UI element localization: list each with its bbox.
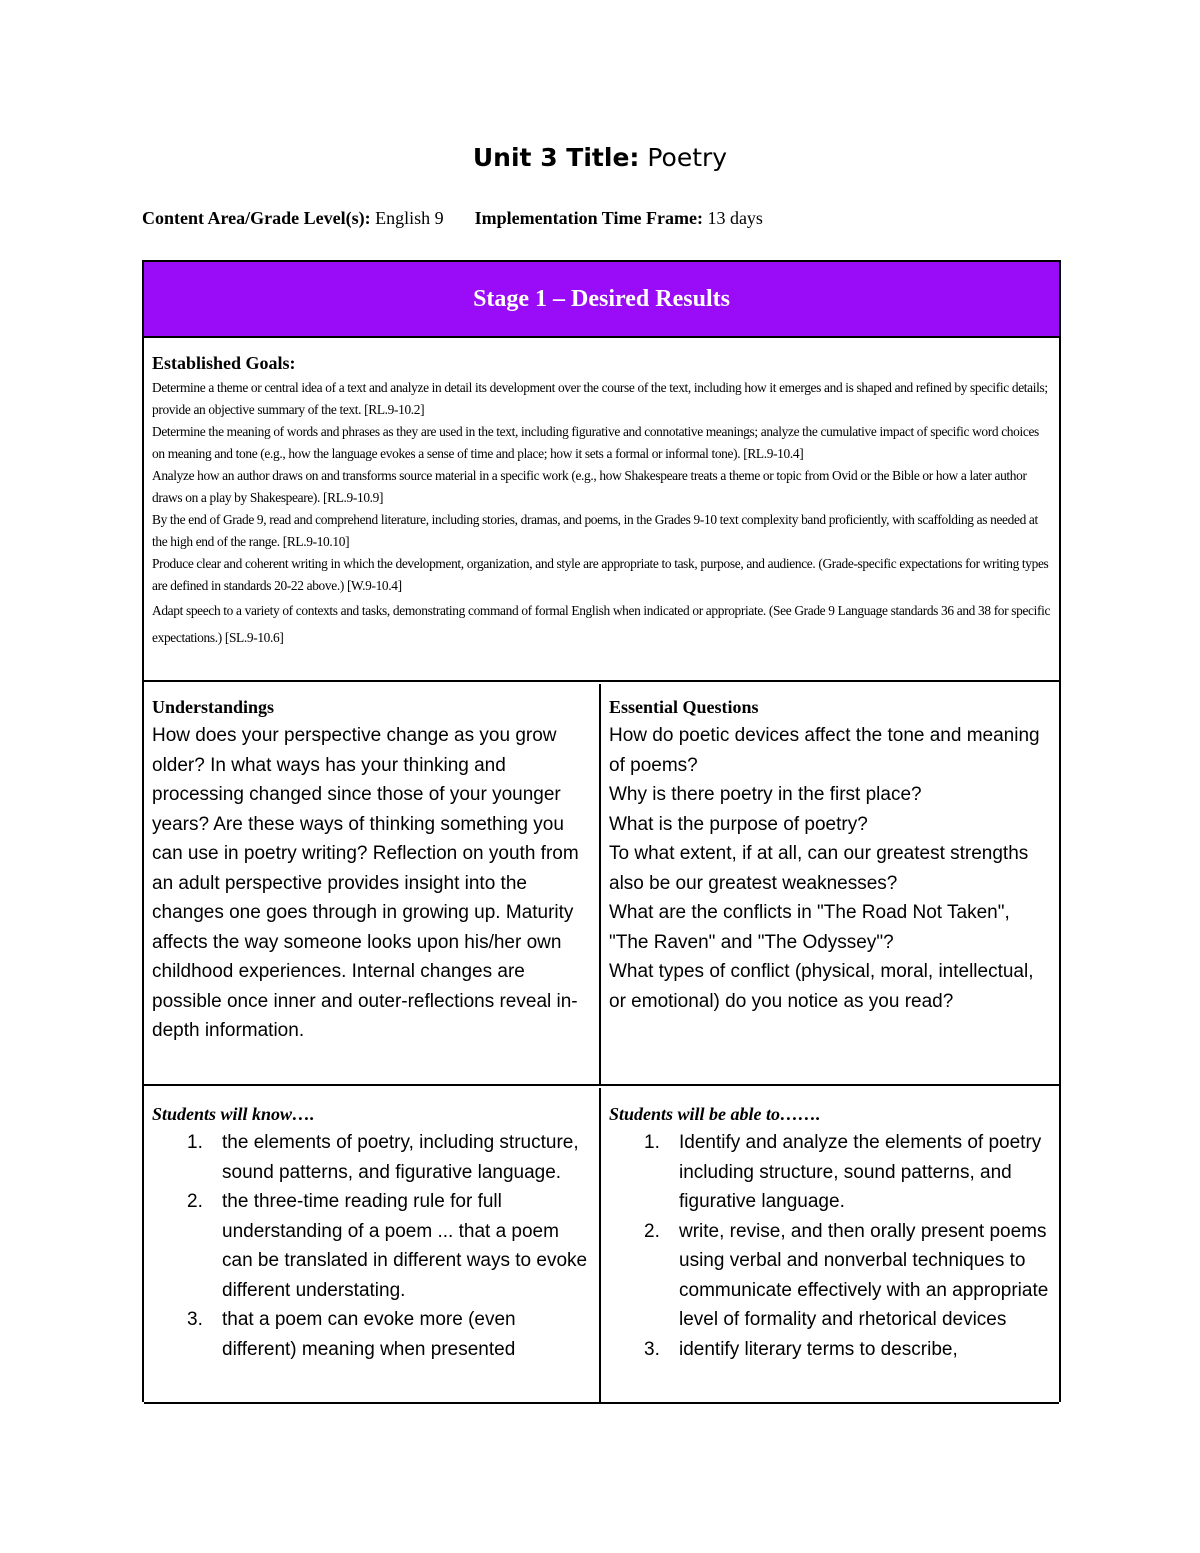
goal-item: Determine the meaning of words and phrases as they are used in the text, including figurative and connotative meanings; analyze the cumulative impact of specific word choices on meaning and tone (e.g., how the language evokes a sense of time and place; how it sets a formal or informal tone). [RL.9-10.4] (152, 424, 1039, 461)
list-item-text: write, revise, and then orally present poems using verbal and nonverbal techniques to communicate effectively with an appropriate level of formality and rhetorical devices (679, 1220, 1049, 1330)
unit-title-label: Unit 3 Title: (472, 143, 640, 172)
time-frame-value: 13 days (707, 208, 763, 228)
understandings-cell (144, 684, 601, 1086)
list-item-text: identify literary terms to describe, (679, 1338, 958, 1360)
established-goals-cell (144, 338, 1059, 682)
essential-questions-text: How do poetic devices affect the tone and meaning of poems? Why is there poetry in the first place? What is the purpose of poetry? To what extent, if at all, can our greatest strengths also be our greatest weaknesses? What are the conflicts in "The Road Not Taken", "The Raven" and "The Odyssey"? What types of conflict (physical, moral, intellectual, or emotional) do you notice as you read? (609, 725, 1040, 1012)
students-able-cell (601, 1088, 1059, 1404)
content-area-label: Content Area/Grade Level(s): (142, 208, 371, 228)
list-item-text: that a poem can evoke more (even different) meaning when presented (222, 1309, 516, 1360)
list-item-number: 2. (187, 1191, 203, 1212)
list-item (609, 1335, 1051, 1365)
established-goals-label: Established Goals: (152, 353, 296, 373)
list-item (152, 1305, 591, 1364)
content-area-value: English 9 (375, 208, 444, 228)
essential-questions-label: Essential Questions (609, 697, 759, 717)
list-item-number: 1. (644, 1132, 660, 1153)
stage-1-heading: Stage 1 – Desired Results (144, 262, 1059, 338)
desired-results-table (142, 260, 1061, 1402)
goal-item: Adapt speech to a variety of contexts and tasks, demonstrating command of formal English when indicated or appropriate. (See Grade 9 Language standards 36 and 38 for specific expectations.) [SL.9-10.6] (152, 603, 1051, 645)
list-item-number: 2. (644, 1220, 660, 1242)
students-able-label: Students will be able to……. (609, 1104, 821, 1124)
list-item-text: the three-time reading rule for full understanding of a poem ... that a poem can be translated in different ways to evoke different understating. (222, 1191, 588, 1301)
understandings-label: Understandings (152, 697, 275, 717)
list-item (609, 1128, 1051, 1217)
goal-item: Determine a theme or central idea of a text and analyze in detail its development over the course of the text, including how it emerges and is shaped and refined by specific details; provide an objective summary of the text. [RL.9-10.2] (152, 380, 1048, 417)
students-know-label: Students will know…. (152, 1104, 315, 1124)
students-know-list (152, 1128, 591, 1364)
unit-meta (142, 205, 1062, 231)
list-item (152, 1187, 591, 1305)
list-item-text: Identify and analyze the elements of poetry including structure, sound patterns, and figurative language. (679, 1132, 1042, 1212)
list-item-text: the elements of poetry, including structure, sound patterns, and figurative language. (222, 1132, 579, 1183)
list-item (152, 1128, 591, 1187)
list-item-number: 3. (187, 1309, 203, 1330)
goal-item: Produce clear and coherent writing in which the development, organization, and style are appropriate to task, purpose, and audience. (Grade-specific expectations for writing types are defined in standards 20-22 above.) [W.9-10.4] (152, 556, 1049, 593)
students-able-list (609, 1128, 1051, 1364)
list-item (609, 1217, 1051, 1335)
unit-title (0, 140, 1200, 176)
essential-questions-cell (601, 684, 1059, 1086)
understandings-text: How does your perspective change as you grow older? In what ways has your thinking and processing changed since those of your younger years? Are these ways of thinking something you can use in poetry writing? Reflection on youth from an adult perspective provides insight into the changes one goes through in growing up. Maturity affects the way someone looks upon his/her own childhood experiences. Internal changes are possible once inner and outer-reflections reveal in-depth information. (152, 725, 579, 1041)
list-item-number: 1. (187, 1132, 203, 1153)
goal-item: By the end of Grade 9, read and comprehend literature, including stories, dramas, and poems, in the Grades 9-10 text complexity band proficiently, with scaffolding as needed at the high end of the range. [RL.9-10.10] (152, 512, 1038, 549)
time-frame-label: Implementation Time Frame: (474, 208, 703, 228)
students-know-cell (144, 1088, 601, 1404)
goal-item: Analyze how an author draws on and transforms source material in a specific work (e.g., how Shakespeare treats a theme or topic from Ovid or the Bible or how a later author draws on a play by Shakespeare). [RL.9-10.9] (152, 468, 1027, 505)
list-item-number: 3. (644, 1338, 660, 1360)
unit-title-value: Poetry (647, 143, 728, 172)
